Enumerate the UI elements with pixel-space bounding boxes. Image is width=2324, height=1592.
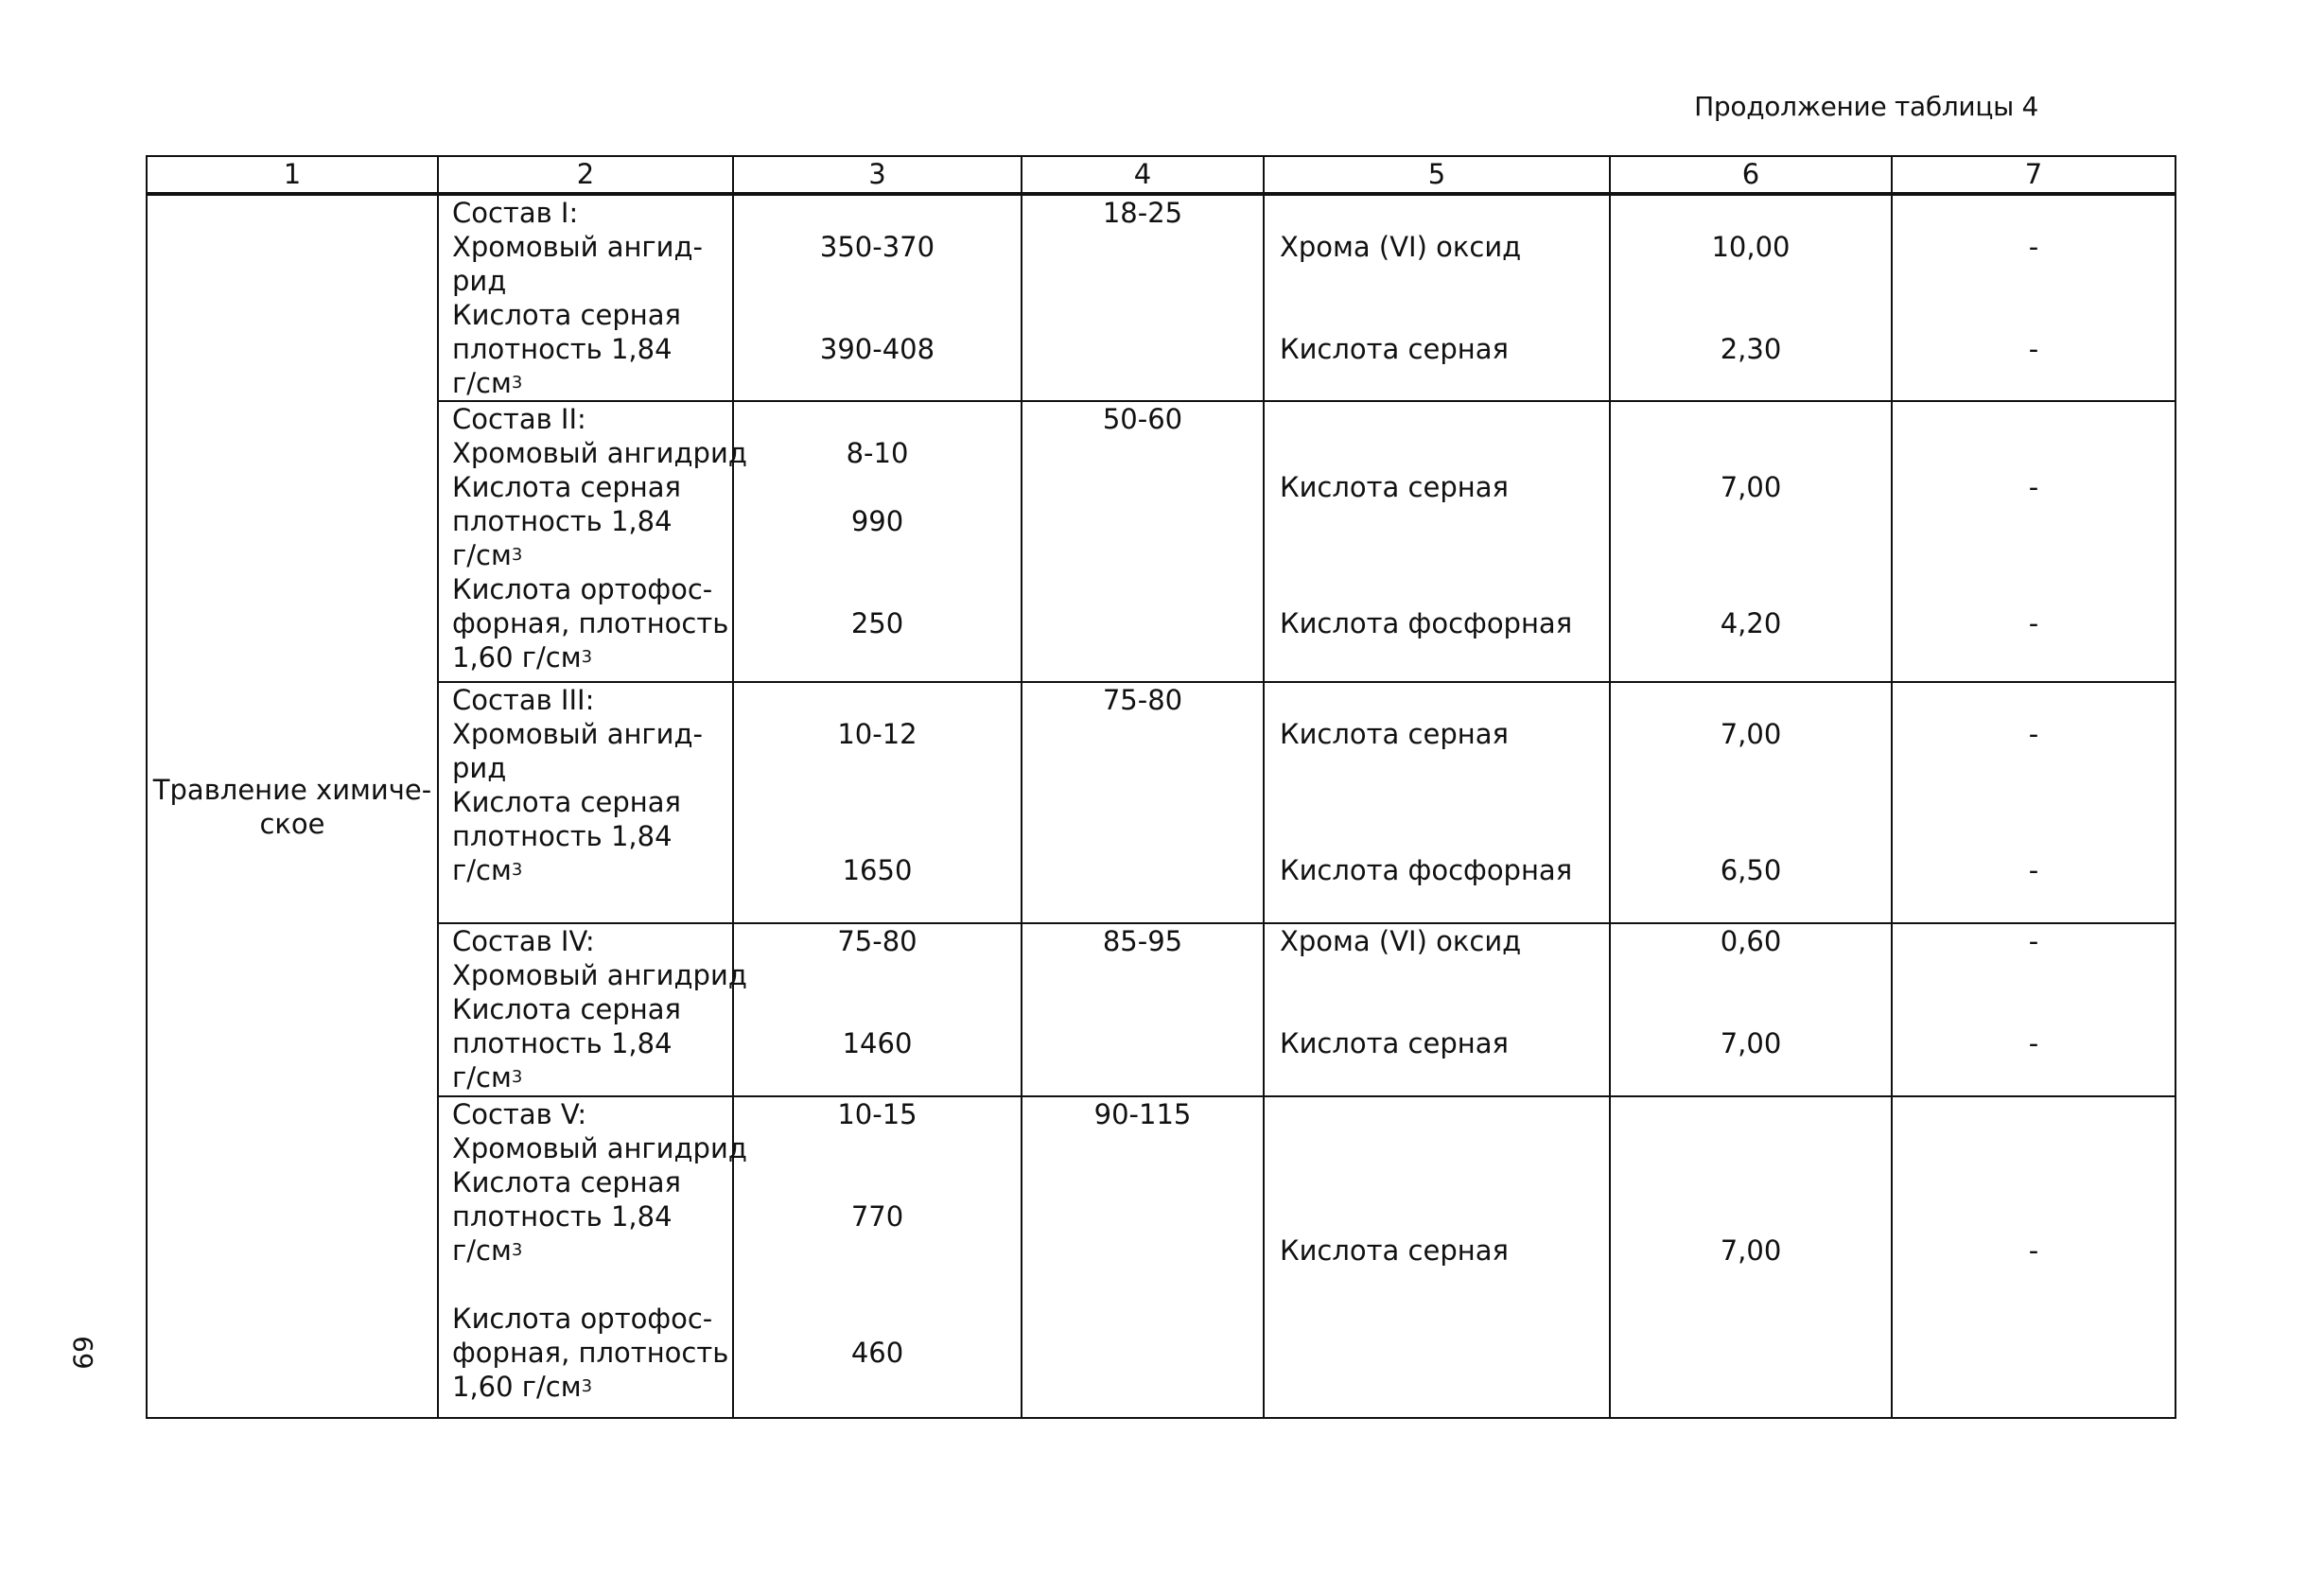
- col3-line: 770: [850, 1200, 904, 1233]
- col2-cell: [438, 401, 747, 682]
- col6-line: [1611, 683, 1891, 717]
- col6-line: [1611, 640, 1891, 674]
- col6-line: [1611, 264, 1891, 332]
- table-row: [147, 194, 2175, 401]
- header-row: [147, 156, 2175, 194]
- col6-line: 4,20: [1720, 607, 1782, 639]
- col2-line: плотность 1,84: [452, 1027, 673, 1059]
- col7-line: -: [2028, 471, 2039, 503]
- col2-line: 1,60 г/см 3: [452, 641, 593, 674]
- col6-line: [1611, 887, 1891, 921]
- col6-line: [1611, 1060, 1891, 1094]
- col5-cell: [1264, 1096, 1610, 1418]
- col5-line: Кислота серная: [1280, 1027, 1509, 1059]
- col6-cell: [1610, 923, 1892, 1096]
- temperature-cell: 18-25: [1022, 194, 1264, 401]
- col5-line: [1265, 683, 1609, 717]
- col5-cell: [1264, 401, 1610, 682]
- col2-line: Кислота серная: [452, 1166, 681, 1198]
- col3-line: [734, 538, 1021, 606]
- col7-cell: [1892, 923, 2175, 1096]
- col7-line: -: [2028, 333, 2039, 365]
- col2-line: г/см 3: [452, 367, 523, 399]
- col6-cell: [1610, 401, 1892, 682]
- col2-line: 1,60 г/см 3: [452, 1371, 593, 1403]
- col3-line: [734, 683, 1021, 717]
- col3-cell: [733, 401, 1022, 682]
- col3-line: [734, 887, 1021, 921]
- col3-line: 8-10: [846, 437, 909, 469]
- col6-line: [1611, 366, 1891, 400]
- col2-cell: [438, 682, 733, 923]
- col5-line: Хрома (VI) оксид: [1280, 925, 1522, 957]
- col3-line: 1650: [842, 854, 913, 886]
- col6-line: 0,60: [1720, 925, 1782, 957]
- col2-line: Кислота ортофос-: [452, 573, 713, 605]
- col7-line: -: [2028, 854, 2039, 886]
- col7-line: [1893, 958, 2175, 1026]
- col5-line: Кислота фосфорная: [1280, 607, 1573, 639]
- col2-line: плотность 1,84: [452, 333, 673, 365]
- col2-cell: [438, 194, 733, 401]
- col5-line: [1265, 887, 1609, 921]
- data-table: [146, 155, 2176, 1419]
- col7-line: -: [2028, 607, 2039, 639]
- col2-line: [439, 1268, 747, 1302]
- col6-line: 10,00: [1711, 231, 1791, 263]
- col2-line: Кислота серная: [452, 471, 681, 503]
- col5-line: Кислота серная: [1280, 1234, 1509, 1267]
- col7-line: [1893, 640, 2175, 674]
- col3-line: [734, 196, 1021, 230]
- col2-line: г/см 3: [452, 1234, 523, 1267]
- col3-line: 460: [850, 1337, 904, 1369]
- col2-line: г/см 3: [452, 539, 523, 571]
- col3-line: 990: [850, 505, 904, 537]
- col3-line: [734, 1131, 1021, 1199]
- operation-line: Травление химиче-: [152, 773, 432, 806]
- col6-line: 7,00: [1720, 718, 1782, 750]
- col2-line: Состав IV:: [452, 925, 595, 957]
- col2-line: Хромовый ангидрид: [452, 437, 747, 469]
- col3-cell: [733, 923, 1022, 1096]
- col7-line: [1893, 402, 2175, 470]
- col5-line: [1265, 504, 1609, 606]
- table-continuation-caption: Продолжение таблицы 4: [1694, 91, 2038, 122]
- col2-cell: [438, 1096, 747, 1418]
- col7-cell: [1892, 1096, 2175, 1418]
- col7-line: -: [2028, 231, 2039, 263]
- column-header-1: 1: [147, 156, 438, 194]
- col2-line: Состав III:: [452, 684, 595, 716]
- col2-line: форная, плотность: [452, 607, 729, 639]
- col2-line: плотность 1,84: [452, 505, 673, 537]
- col7-line: [1893, 751, 2175, 853]
- col6-cell: [1610, 194, 1892, 401]
- col3-cell: [733, 1096, 1022, 1418]
- col2-line: Хромовый ангидрид: [452, 959, 747, 991]
- col7-line: [1893, 196, 2175, 230]
- col2-line: Кислота серная: [452, 786, 681, 818]
- col5-line: [1265, 751, 1609, 853]
- column-header-3: 3: [733, 156, 1022, 194]
- col6-line: [1611, 196, 1891, 230]
- col2-line: г/см 3: [452, 1061, 523, 1093]
- col5-line: Кислота серная: [1280, 333, 1509, 365]
- col7-line: [1893, 1268, 2175, 1404]
- operation-cell: [147, 194, 438, 1418]
- col3-line: 1460: [842, 1027, 913, 1059]
- operation-line: ское: [259, 807, 325, 840]
- col2-line: Состав II:: [452, 403, 586, 435]
- col6-line: [1611, 958, 1891, 1026]
- col2-line: Кислота серная: [452, 299, 681, 331]
- col2-line: Состав I:: [452, 197, 579, 229]
- col7-line: -: [2028, 925, 2039, 957]
- col6-line: [1611, 1097, 1891, 1233]
- col3-line: [734, 402, 1021, 436]
- col3-line: [734, 1370, 1021, 1404]
- temperature-cell: 50-60: [1022, 401, 1264, 682]
- col3-line: 10-15: [837, 1098, 917, 1130]
- col5-line: [1265, 958, 1609, 1026]
- col3-line: 390-408: [819, 333, 935, 365]
- col5-cell: [1264, 194, 1610, 401]
- col2-line: Кислота ортофос-: [452, 1303, 713, 1335]
- col7-line: [1893, 264, 2175, 332]
- col7-cell: [1892, 194, 2175, 401]
- col6-line: 7,00: [1720, 1027, 1782, 1059]
- col5-line: Кислота фосфорная: [1280, 854, 1573, 886]
- col3-line: [734, 751, 1021, 853]
- col6-cell: [1610, 1096, 1892, 1418]
- col5-line: Хрома (VI) оксид: [1280, 231, 1522, 263]
- col6-line: [1611, 402, 1891, 470]
- col2-line: Хромовый ангид-: [452, 231, 704, 263]
- col7-cell: [1892, 682, 2175, 923]
- col3-line: [734, 1233, 1021, 1336]
- col5-cell: [1264, 923, 1610, 1096]
- col5-line: [1265, 366, 1609, 400]
- col6-line: [1611, 504, 1891, 606]
- col3-line: 10-12: [837, 718, 917, 750]
- col5-line: [1265, 1060, 1609, 1094]
- column-header-4: 4: [1022, 156, 1264, 194]
- col2-line: рид: [452, 265, 507, 297]
- col5-line: Кислота серная: [1280, 471, 1509, 503]
- col2-line: форная, плотность: [452, 1337, 729, 1369]
- col2-line: Хромовый ангидрид: [452, 1132, 747, 1164]
- col6-cell: [1610, 682, 1892, 923]
- column-header-6: 6: [1610, 156, 1892, 194]
- col7-line: [1893, 504, 2175, 606]
- col3-line: 350-370: [819, 231, 935, 263]
- col7-line: [1893, 683, 2175, 717]
- table-row: [147, 923, 2175, 1096]
- column-header-7: 7: [1892, 156, 2175, 194]
- col5-line: [1265, 1268, 1609, 1404]
- col7-line: [1893, 1060, 2175, 1094]
- table-row: [147, 1096, 2175, 1418]
- col3-line: 75-80: [837, 925, 917, 957]
- col7-line: [1893, 1097, 2175, 1233]
- temperature-cell: 90-115: [1022, 1096, 1264, 1418]
- col3-line: [734, 958, 1021, 1026]
- table-row: [147, 401, 2175, 682]
- col3-line: 250: [850, 607, 904, 639]
- col5-cell: [1264, 682, 1610, 923]
- col7-line: [1893, 366, 2175, 400]
- table-row: [147, 682, 2175, 923]
- col2-line: Хромовый ангид-: [452, 718, 704, 750]
- col6-line: 6,50: [1720, 854, 1782, 886]
- col6-line: 2,30: [1720, 333, 1782, 365]
- col7-line: -: [2028, 718, 2039, 750]
- col3-line: [734, 366, 1021, 400]
- col7-cell: [1892, 401, 2175, 682]
- col2-cell: [438, 923, 747, 1096]
- col7-line: -: [2028, 1027, 2039, 1059]
- col5-line: [1265, 264, 1609, 332]
- col6-line: 7,00: [1720, 1234, 1782, 1267]
- page-number: 69: [67, 1336, 98, 1370]
- col2-line: Состав V:: [452, 1098, 587, 1130]
- column-header-2: 2: [438, 156, 733, 194]
- temperature-cell: 85-95: [1022, 923, 1264, 1096]
- col2-line: плотность 1,84: [452, 820, 673, 852]
- temperature-cell: 75-80: [1022, 682, 1264, 923]
- col3-line: [734, 264, 1021, 332]
- col3-cell: [733, 194, 1022, 401]
- col3-line: [734, 470, 1021, 504]
- col7-line: [1893, 887, 2175, 921]
- col5-line: [1265, 196, 1609, 230]
- col3-cell: [733, 682, 1022, 923]
- col5-line: [1265, 1097, 1609, 1233]
- col5-line: [1265, 640, 1609, 674]
- col7-line: -: [2028, 1234, 2039, 1267]
- col6-line: 7,00: [1720, 471, 1782, 503]
- col5-line: Кислота серная: [1280, 718, 1509, 750]
- col3-line: [734, 1060, 1021, 1094]
- col6-line: [1611, 1268, 1891, 1404]
- col3-line: [734, 640, 1021, 674]
- col6-line: [1611, 751, 1891, 853]
- column-header-5: 5: [1264, 156, 1610, 194]
- col5-line: [1265, 402, 1609, 470]
- col2-line: плотность 1,84: [452, 1200, 673, 1233]
- col2-line: рид: [452, 752, 507, 784]
- col2-line: Кислота серная: [452, 993, 681, 1025]
- col2-line: г/см 3: [452, 854, 523, 886]
- col2-line: [439, 887, 732, 921]
